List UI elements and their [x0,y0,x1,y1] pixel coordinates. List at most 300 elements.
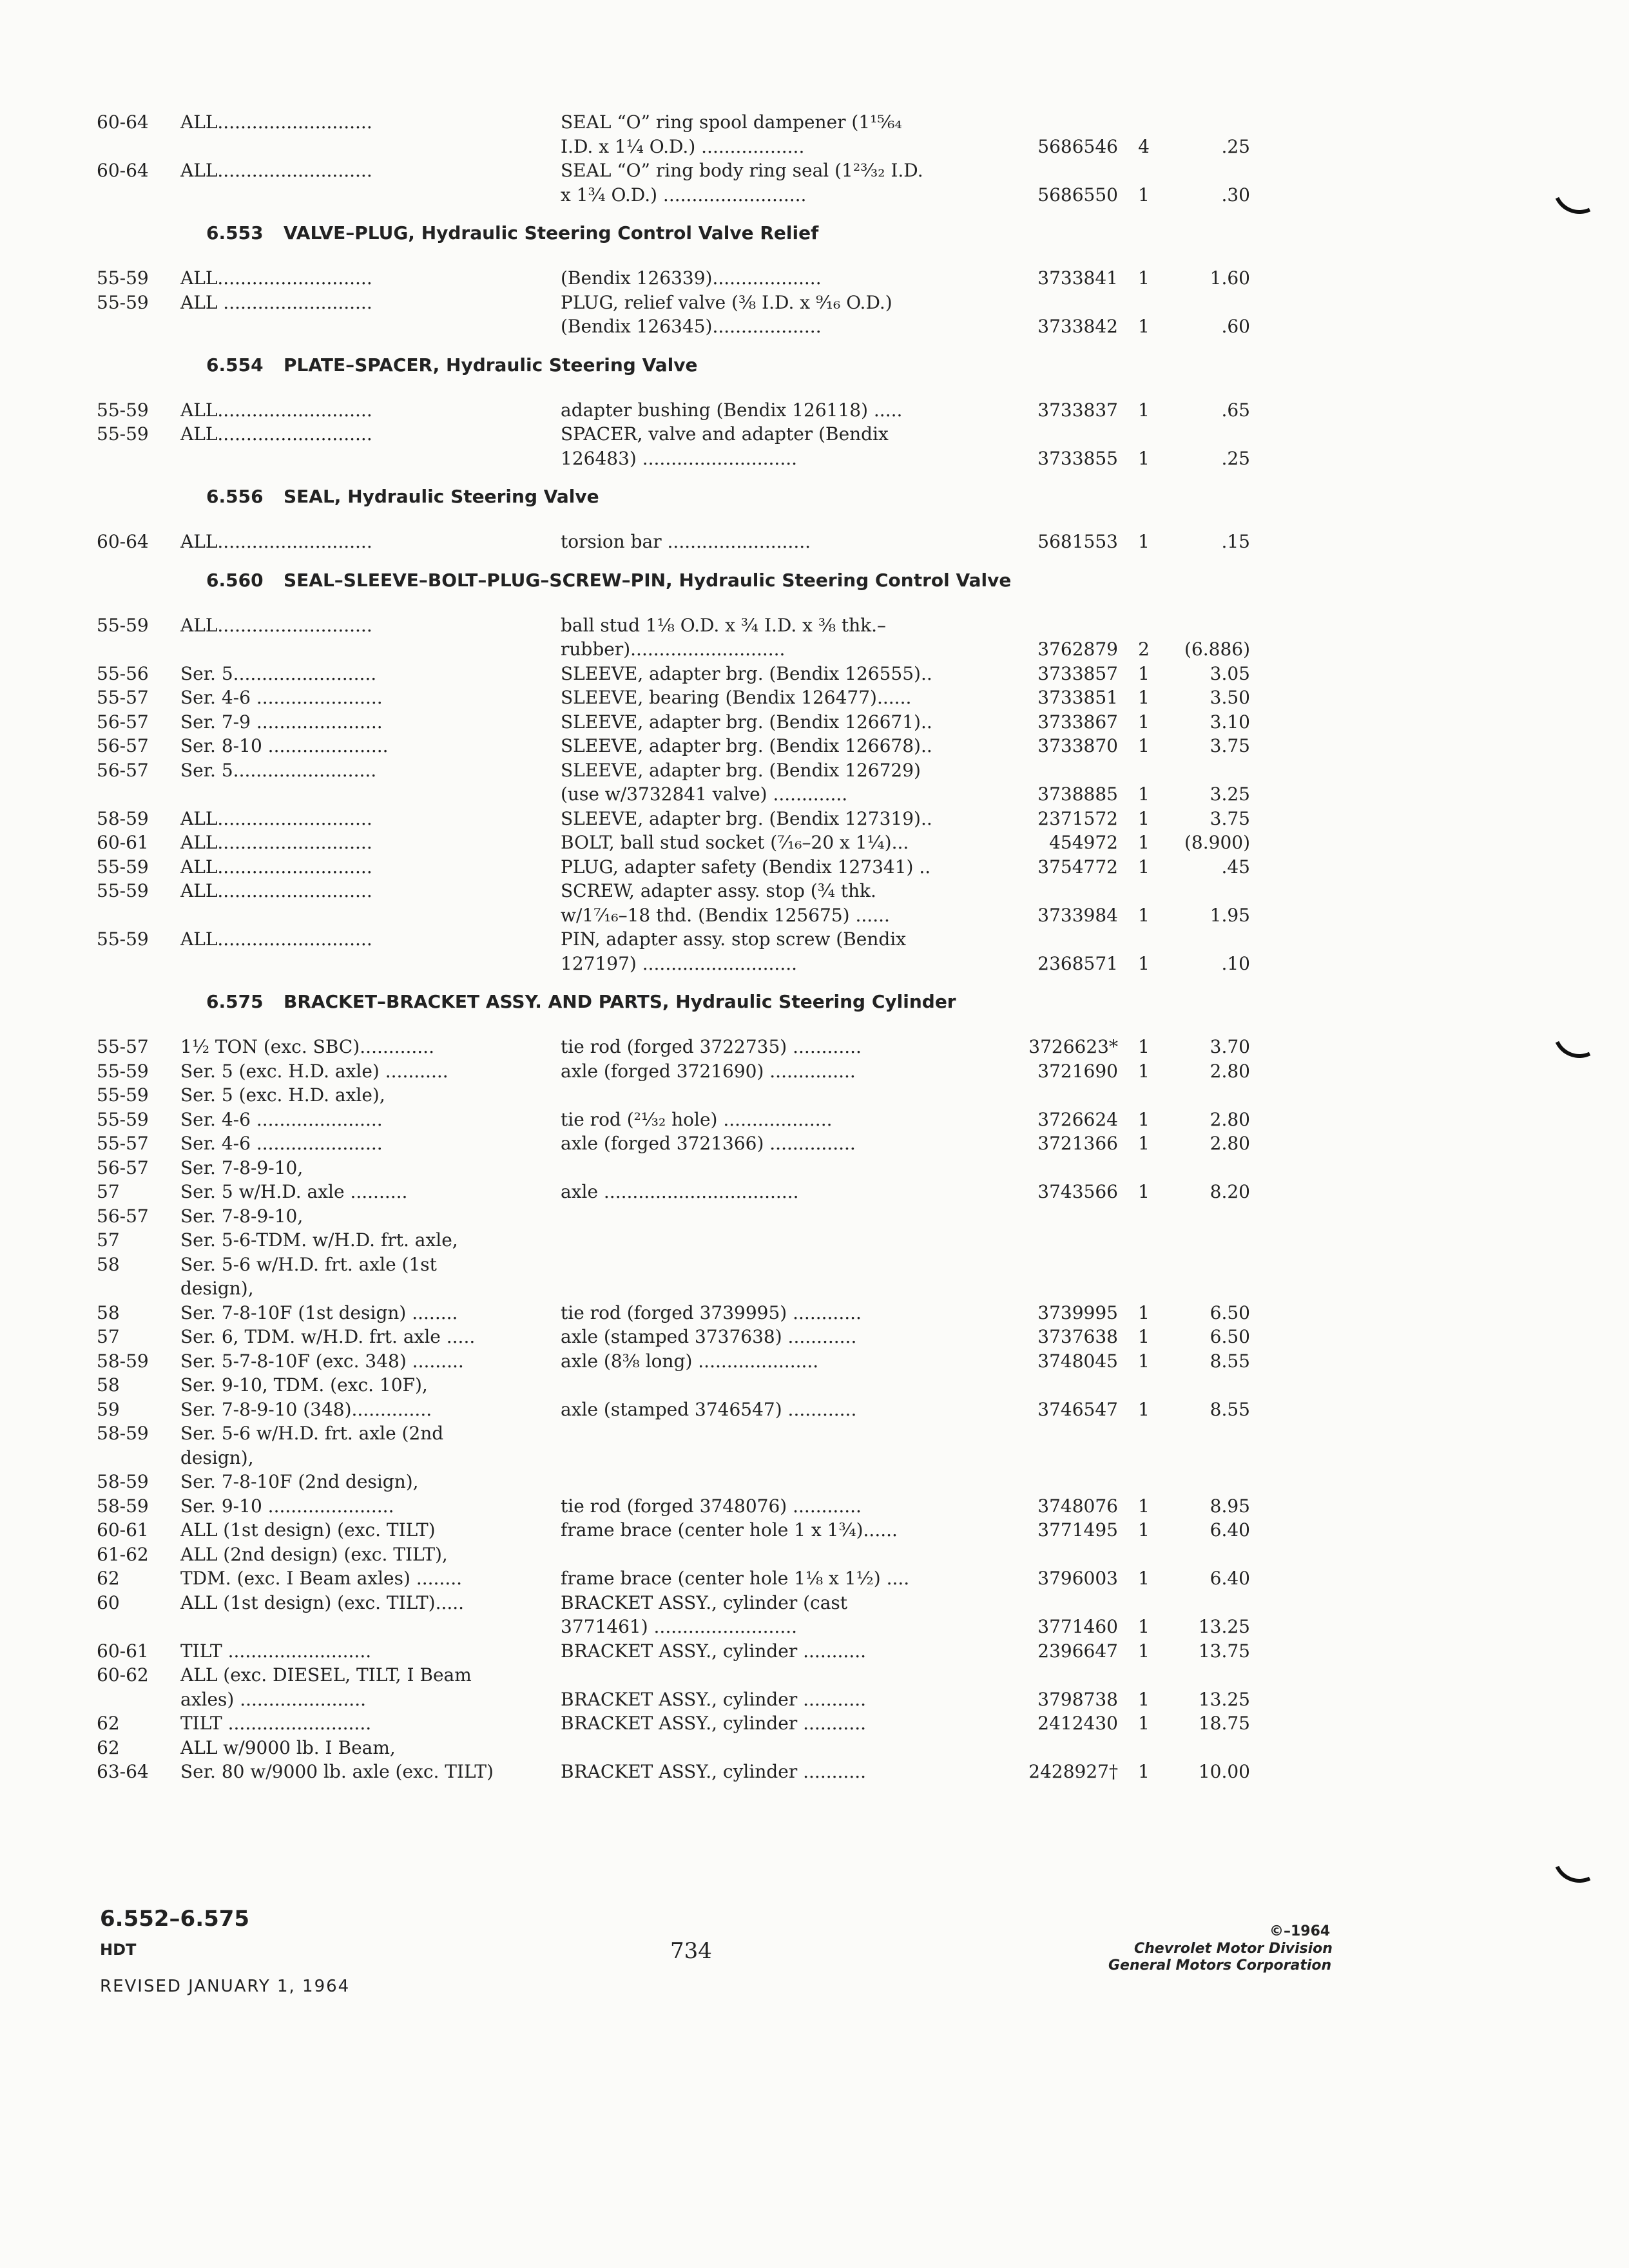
row-description: BRACKET ASSY., cylinder ........... [561,1761,867,1782]
row-description: PLUG, relief valve (⅜ I.D. x ⁹⁄₁₆ O.D.) [561,291,892,313]
row-part-number: 3733841 [1037,267,1118,289]
row-description: (Bendix 126345)................... [561,316,822,337]
table-row [0,1421,1629,1446]
row-model: 1½ TON (exc. SBC)............. [180,1036,434,1057]
row-price: 18.75 [1198,1713,1250,1734]
row-quantity: 1 [1138,1181,1150,1202]
row-part-number: 3733867 [1037,711,1118,733]
row-description: SLEEVE, adapter brg. (Bendix 127319).. [561,807,932,829]
table-row [0,637,1629,662]
row-model: ALL........................... [180,928,372,950]
table-row [0,903,1629,928]
page-number: 734 [670,1938,712,1964]
row-quantity: 1 [1138,1398,1150,1420]
row-years: 58 [97,1302,120,1323]
row-quantity: 1 [1138,1302,1150,1323]
row-quantity: 1 [1138,1060,1150,1082]
row-quantity: 1 [1138,267,1150,289]
row-years: 60-61 [97,1640,149,1662]
row-quantity: 2 [1138,639,1150,660]
copyright: ©–1964 [1269,1923,1331,1939]
row-price: 1.60 [1210,267,1250,289]
row-years: 61-62 [97,1543,149,1565]
table-row [0,1469,1629,1495]
row-price: 3.10 [1210,711,1250,733]
row-years: 56-57 [97,1205,149,1227]
table-row [0,1227,1629,1253]
row-description: BOLT, ball stud socket (⁷⁄₁₆–20 x 1¼)... [561,832,909,853]
row-years: 56-57 [97,735,149,756]
table-row [0,661,1629,687]
row-price: 3.70 [1210,1036,1250,1057]
table-row [0,1566,1629,1591]
row-quantity: 1 [1138,1713,1150,1734]
row-price: 10.00 [1198,1761,1250,1782]
row-part-number: 5686546 [1037,135,1118,157]
row-price: 13.25 [1198,1688,1250,1710]
row-model: ALL (exc. DIESEL, TILT, I Beam [180,1664,472,1686]
table-row [0,1131,1629,1157]
row-description: 3771461) ......................... [561,1616,798,1637]
row-quantity: 1 [1138,531,1150,552]
table-row [0,709,1629,735]
row-description: adapter bushing (Bendix 126118) ..... [561,399,903,421]
row-quantity: 1 [1138,184,1150,206]
row-years: 55-59 [97,399,149,421]
row-quantity: 1 [1138,1350,1150,1372]
section-number: 6.556 [206,486,264,507]
row-model: design), [180,1446,254,1468]
row-model: Ser. 7-8-9-10, [180,1157,304,1178]
table-row [0,1107,1629,1133]
row-part-number: 5681553 [1037,531,1118,552]
row-quantity: 1 [1138,856,1150,878]
row-quantity: 1 [1138,447,1150,469]
row-description: frame brace (center hole 1⅛ x 1½) .... [561,1568,910,1589]
division-name: Chevrolet Motor Division [1134,1941,1333,1957]
row-quantity: 1 [1138,904,1150,926]
row-quantity: 1 [1138,687,1150,708]
table-row [0,1445,1629,1471]
row-part-number: 3746547 [1037,1398,1118,1420]
row-model: Ser. 5-6 w/H.D. frt. axle (2nd [180,1423,444,1444]
row-model: ALL (1st design) (exc. TILT) [180,1519,436,1541]
table-row [0,1614,1629,1640]
row-price: 8.55 [1210,1350,1250,1372]
section-title: VALVE–PLUG, Hydraulic Steering Control Valve Relief [284,222,819,244]
row-years: 58-59 [97,807,149,829]
row-years: 58 [97,1253,120,1275]
section-heading [0,566,1629,595]
row-model: Ser. 9-10 ...................... [180,1495,394,1517]
row-price: 1.95 [1210,904,1250,926]
row-model: Ser. 7-9 ...................... [180,711,383,733]
row-quantity: 1 [1138,783,1150,805]
row-price: 6.40 [1210,1568,1250,1589]
row-years: 55-59 [97,1108,149,1130]
row-quantity: 1 [1138,1616,1150,1637]
row-quantity: 1 [1138,399,1150,421]
section-title: SEAL, Hydraulic Steering Valve [284,486,599,507]
section-heading [0,351,1629,380]
row-model: Ser. 5......................... [180,759,377,781]
row-model: ALL........................... [180,160,372,181]
table-row [0,182,1629,208]
row-description: ball stud 1⅛ O.D. x ¾ I.D. x ⅜ thk.– [561,614,887,636]
corporation-name: General Motors Corporation [1108,1957,1332,1974]
row-years: 60-62 [97,1664,149,1686]
row-model: ALL........................... [180,111,372,133]
section-heading [0,988,1629,1016]
row-model: Ser. 5 (exc. H.D. axle) ........... [180,1060,448,1082]
table-row [0,1204,1629,1229]
row-part-number: 2368571 [1037,952,1118,974]
row-price: 2.80 [1210,1133,1250,1154]
table-row [0,1759,1629,1785]
table-row [0,758,1629,783]
row-description: SLEEVE, adapter brg. (Bendix 126555).. [561,662,932,684]
row-years: 62 [97,1713,120,1734]
table-row [0,1735,1629,1761]
row-years: 55-57 [97,687,149,708]
table-row [0,1276,1629,1302]
table-row [0,854,1629,880]
row-description: SPACER, valve and adapter (Bendix [561,423,889,445]
row-years: 60-61 [97,832,149,853]
row-years: 55-59 [97,423,149,445]
row-quantity: 1 [1138,316,1150,337]
row-description: axle .................................. [561,1181,799,1202]
row-description: (Bendix 126339)................... [561,267,822,289]
table-row [0,1082,1629,1108]
row-part-number: 3748045 [1037,1350,1118,1372]
row-quantity: 1 [1138,662,1150,684]
row-description: frame brace (center hole 1 x 1¾)...... [561,1519,898,1541]
row-description: tie rod (forged 3748076) ............ [561,1495,862,1517]
row-description: I.D. x 1¼ O.D.) .................. [561,135,805,157]
row-description: x 1¾ O.D.) ......................... [561,184,807,206]
row-part-number: 2428927† [1028,1761,1118,1782]
table-row [0,1590,1629,1616]
row-part-number: 3771460 [1037,1616,1118,1637]
row-part-number: 3733857 [1037,662,1118,684]
table-row [0,1349,1629,1374]
row-price: .45 [1221,856,1250,878]
table-row [0,1155,1629,1181]
table-row [0,1711,1629,1736]
row-part-number: 454972 [1049,832,1118,853]
row-part-number: 3733851 [1037,687,1118,708]
row-years: 57 [97,1181,120,1202]
table-row [0,1179,1629,1205]
row-model: TDM. (exc. I Beam axles) ........ [180,1568,463,1589]
row-price: (8.900) [1184,832,1250,853]
table-row [0,421,1629,447]
row-quantity: 1 [1138,1640,1150,1662]
row-quantity: 1 [1138,735,1150,756]
row-part-number: 3771495 [1037,1519,1118,1541]
table-row [0,1687,1629,1713]
row-model: ALL .......................... [180,291,372,313]
table-row [0,290,1629,316]
table-row [0,1372,1629,1398]
row-description: torsion bar ......................... [561,531,811,552]
row-part-number: 3748076 [1037,1495,1118,1517]
table-row [0,1300,1629,1326]
row-part-number: 3762879 [1037,639,1118,660]
row-price: .10 [1221,952,1250,974]
row-price: .65 [1221,399,1250,421]
row-years: 55-59 [97,928,149,950]
row-quantity: 1 [1138,952,1150,974]
row-part-number: 3733855 [1037,447,1118,469]
row-quantity: 1 [1138,807,1150,829]
row-quantity: 1 [1138,1761,1150,1782]
row-model: ALL........................... [180,267,372,289]
row-quantity: 1 [1138,1326,1150,1347]
section-title: PLATE–SPACER, Hydraulic Steering Valve [284,354,698,376]
row-years: 56-57 [97,759,149,781]
row-description: tie rod (forged 3739995) ............ [561,1302,862,1323]
row-price: 3.25 [1210,783,1250,805]
table-row [0,1034,1629,1060]
table-row [0,1542,1629,1568]
section-number: 6.575 [206,991,264,1012]
row-description: BRACKET ASSY., cylinder ........... [561,1713,867,1734]
row-years: 62 [97,1568,120,1589]
row-model: ALL........................... [180,832,372,853]
table-row [0,265,1629,291]
row-price: 2.80 [1210,1060,1250,1082]
row-quantity: 1 [1138,1036,1150,1057]
table-row [0,613,1629,639]
row-description: (use w/3732841 valve) ............. [561,783,848,805]
row-price: .60 [1221,316,1250,337]
row-description: axle (stamped 3737638) ............ [561,1326,857,1347]
row-model: TILT ......................... [180,1713,372,1734]
row-years: 58-59 [97,1495,149,1517]
row-description: PLUG, adapter safety (Bendix 127341) .. [561,856,931,878]
row-years: 62 [97,1736,120,1758]
row-part-number: 3733870 [1037,735,1118,756]
row-model: Ser. 7-8-10F (1st design) ........ [180,1302,458,1323]
row-model: Ser. 5-6 w/H.D. frt. axle (1st [180,1253,437,1275]
row-price: 8.55 [1210,1398,1250,1420]
table-row [0,398,1629,423]
row-description: tie rod (²¹⁄₃₂ hole) ................... [561,1108,833,1130]
row-part-number: 3726623* [1028,1036,1118,1057]
row-price: 3.75 [1210,807,1250,829]
row-years: 60-64 [97,111,149,133]
section-number: 6.554 [206,354,264,376]
row-price: 6.40 [1210,1519,1250,1541]
table-row [0,1494,1629,1519]
section-title: SEAL–SLEEVE–BOLT–PLUG–SCREW–PIN, Hydraulic Steering Control Valve [284,569,1012,591]
row-quantity: 1 [1138,711,1150,733]
row-description: SLEEVE, bearing (Bendix 126477)...... [561,687,912,708]
table-row [0,782,1629,807]
table-row [0,1252,1629,1278]
row-model: ALL........................... [180,856,372,878]
row-years: 60-61 [97,1519,149,1541]
row-part-number: 3726624 [1037,1108,1118,1130]
row-description: SEAL “O” ring body ring seal (1²³⁄₃₂ I.D. [561,160,923,181]
row-description: 127197) ........................... [561,952,798,974]
row-model: Ser. 9-10, TDM. (exc. 10F), [180,1374,428,1396]
row-model: Ser. 4-6 ...................... [180,1108,383,1130]
row-quantity: 1 [1138,1133,1150,1154]
row-years: 60-64 [97,160,149,181]
row-part-number: 3733842 [1037,316,1118,337]
row-description: SLEEVE, adapter brg. (Bendix 126671).. [561,711,932,733]
row-model: Ser. 4-6 ...................... [180,687,383,708]
row-price: .25 [1221,447,1250,469]
table-row [0,134,1629,160]
row-price: 13.25 [1198,1616,1250,1637]
row-description: w/1⁷⁄₁₆–18 thd. (Bendix 125675) ...... [561,904,890,926]
row-price: (6.886) [1184,639,1250,660]
row-part-number: 2412430 [1037,1713,1118,1734]
row-model: ALL........................... [180,531,372,552]
row-model: Ser. 5-7-8-10F (exc. 348) ......... [180,1350,464,1372]
row-model: Ser. 5 (exc. H.D. axle), [180,1084,385,1106]
row-years: 55-59 [97,1084,149,1106]
table-row [0,830,1629,856]
row-quantity: 1 [1138,832,1150,853]
row-model: Ser. 4-6 ...................... [180,1133,383,1154]
table-row [0,1639,1629,1664]
table-row [0,806,1629,832]
row-part-number: 3796003 [1037,1568,1118,1589]
row-years: 55-59 [97,856,149,878]
row-description: rubber)........................... [561,639,786,660]
row-model: Ser. 8-10 ..................... [180,735,389,756]
row-years: 55-57 [97,1133,149,1154]
row-price: 2.80 [1210,1108,1250,1130]
table-row [0,733,1629,759]
row-years: 55-56 [97,662,149,684]
row-price: 8.95 [1210,1495,1250,1517]
row-years: 58-59 [97,1423,149,1444]
table-row [0,314,1629,340]
row-price: 3.50 [1210,687,1250,708]
row-model: ALL........................... [180,880,372,901]
row-price: 6.50 [1210,1302,1250,1323]
table-row [0,446,1629,472]
row-model: ALL........................... [180,614,372,636]
table-row [0,878,1629,904]
row-quantity: 1 [1138,1688,1150,1710]
row-model: Ser. 7-8-9-10 (348).............. [180,1398,432,1420]
row-model: design), [180,1278,254,1299]
row-description: SCREW, adapter assy. stop (¾ thk. [561,880,876,901]
row-model: ALL (1st design) (exc. TILT)..... [180,1591,465,1613]
row-description: BRACKET ASSY., cylinder ........... [561,1640,867,1662]
row-years: 60 [97,1591,120,1613]
row-part-number: 3733984 [1037,904,1118,926]
table-row [0,110,1629,135]
table-row [0,951,1629,977]
row-part-number: 3798738 [1037,1688,1118,1710]
row-years: 58 [97,1374,120,1396]
table-row [0,1662,1629,1688]
row-quantity: 1 [1138,1108,1150,1130]
row-price: .15 [1221,531,1250,552]
row-years: 58-59 [97,1350,149,1372]
row-years: 55-59 [97,267,149,289]
table-row [0,1397,1629,1423]
row-years: 57 [97,1229,120,1251]
row-description: SLEEVE, adapter brg. (Bendix 126729) [561,759,921,781]
hdt-label: HDT [100,1941,137,1959]
section-title: BRACKET–BRACKET ASSY. AND PARTS, Hydraulic Steering Cylinder [284,991,956,1012]
row-description: 126483) ........................... [561,447,798,469]
row-description: BRACKET ASSY., cylinder ........... [561,1688,867,1710]
row-part-number: 2371572 [1037,807,1118,829]
row-years: 55-59 [97,614,149,636]
row-quantity: 1 [1138,1495,1150,1517]
row-years: 55-57 [97,1036,149,1057]
row-part-number: 3721690 [1037,1060,1118,1082]
row-model: Ser. 5 w/H.D. axle .......... [180,1181,408,1202]
row-part-number: 3739995 [1037,1302,1118,1323]
row-price: 8.20 [1210,1181,1250,1202]
row-quantity: 1 [1138,1568,1150,1589]
row-description: axle (forged 3721690) ............... [561,1060,856,1082]
row-model: Ser. 80 w/9000 lb. axle (exc. TILT) [180,1761,494,1782]
row-description: BRACKET ASSY., cylinder (cast [561,1591,848,1613]
row-model: ALL........................... [180,399,372,421]
row-years: 56-57 [97,711,149,733]
row-model: ALL w/9000 lb. I Beam, [180,1736,396,1758]
row-years: 56-57 [97,1157,149,1178]
table-row [0,927,1629,952]
row-model: Ser. 7-8-9-10, [180,1205,304,1227]
row-price: .30 [1221,184,1250,206]
row-model: Ser. 6, TDM. w/H.D. frt. axle ..... [180,1326,476,1347]
row-part-number: 3738885 [1037,783,1118,805]
row-years: 57 [97,1326,120,1347]
row-years: 63-64 [97,1761,149,1782]
table-row [0,1324,1629,1350]
row-years: 60-64 [97,531,149,552]
table-row [0,529,1629,555]
section-number: 6.560 [206,569,264,591]
row-price: 13.75 [1198,1640,1250,1662]
row-description: SLEEVE, adapter brg. (Bendix 126678).. [561,735,932,756]
row-model: axles) ...................... [180,1688,367,1710]
row-description: axle (stamped 3746547) ............ [561,1398,857,1420]
row-description: SEAL “O” ring spool dampener (1¹⁵⁄₆₄ [561,111,902,133]
row-part-number: 3733837 [1037,399,1118,421]
row-model: Ser. 7-8-10F (2nd design), [180,1471,419,1492]
section-range: 6.552–6.575 [100,1906,250,1932]
row-price: 3.05 [1210,662,1250,684]
row-price: 3.75 [1210,735,1250,756]
row-quantity: 4 [1138,135,1150,157]
row-model: Ser. 5......................... [180,662,377,684]
row-part-number: 5686550 [1037,184,1118,206]
table-row [0,685,1629,711]
table-row [0,1517,1629,1543]
row-model: ALL........................... [180,807,372,829]
row-model: ALL (2nd design) (exc. TILT), [180,1543,448,1565]
row-description: axle (8⅜ long) ..................... [561,1350,819,1372]
row-description: axle (forged 3721366) ............... [561,1133,856,1154]
section-heading [0,219,1629,247]
row-quantity: 1 [1138,1519,1150,1541]
row-years: 59 [97,1398,120,1420]
